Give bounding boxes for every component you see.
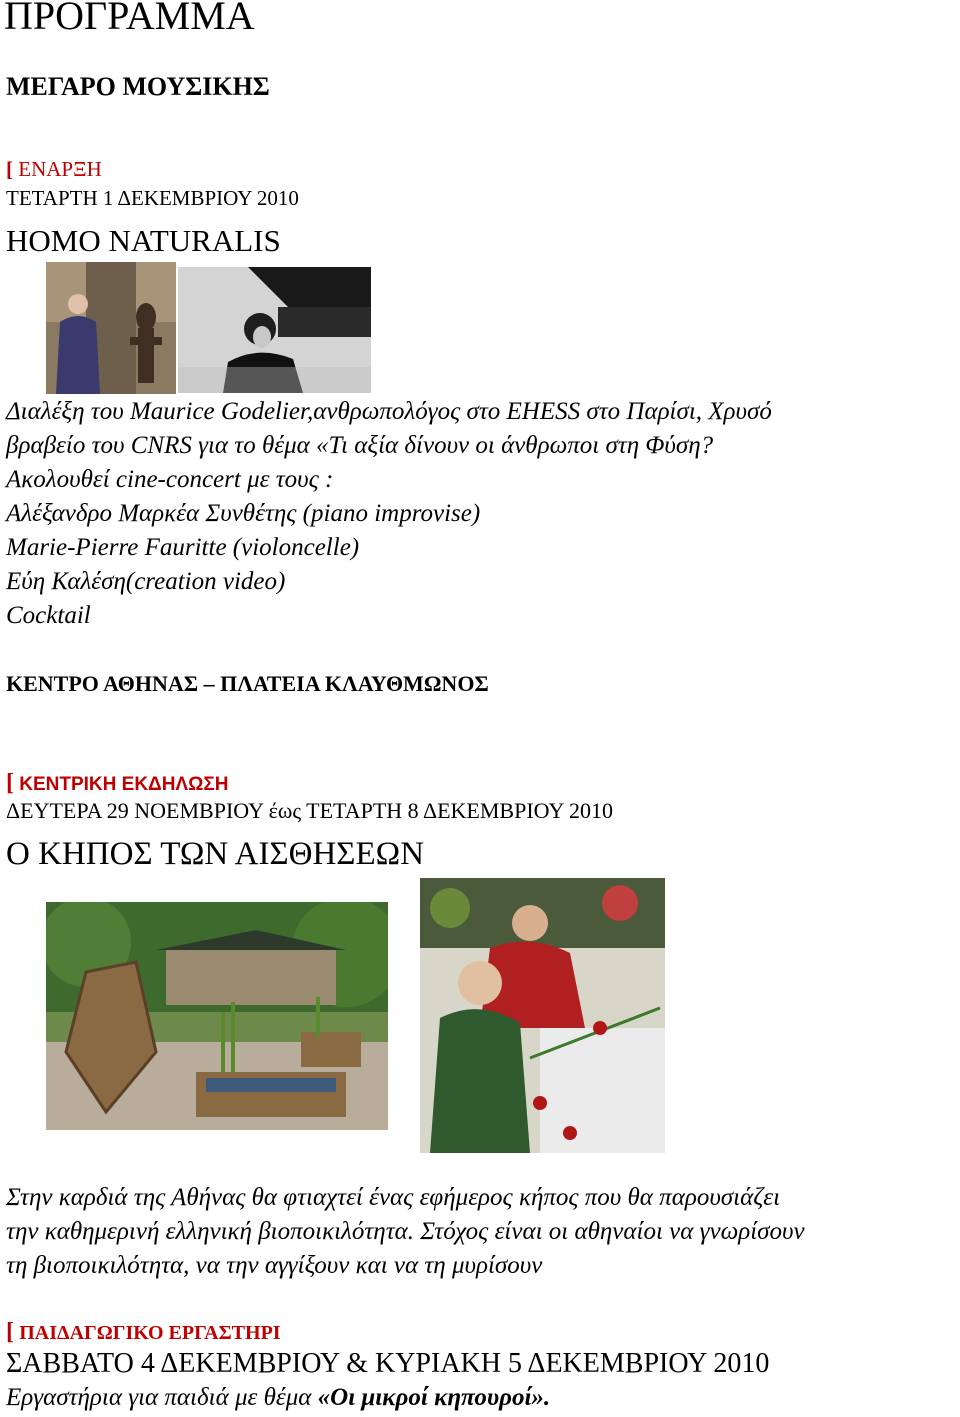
tag-label: ΠΑΙΔΑΓΩΓΙΚΟ ΕΡΓΑΣΤΗΡΙ bbox=[19, 1322, 281, 1344]
tag-bracket: [ bbox=[6, 1319, 14, 1345]
description-line: τη βιοποικιλότητα, να την αγγίξουν και να τη μυρίσουν bbox=[6, 1252, 543, 1279]
tag-label: ΕΝΑΡΞΗ bbox=[18, 157, 102, 181]
section-tag-workshop bbox=[6, 1319, 281, 1346]
photo-workshop bbox=[420, 878, 665, 1153]
page-title: ΠΡΟΓΡΑΜΜΑ bbox=[4, 0, 255, 38]
description-line: Εύη Καλέση(creation video) bbox=[6, 568, 286, 595]
workshop-description bbox=[6, 1384, 550, 1412]
tag-label: ΚΕΝΤΡΙΚΗ ΕΚΔΗΛΩΣΗ bbox=[19, 774, 229, 795]
event-heading: Ο ΚΗΠΟΣ ΤΩΝ ΑΙΣΘΗΣΕΩΝ bbox=[6, 836, 425, 872]
photo-lecturer bbox=[46, 262, 176, 394]
event-date: ΤΕΤΑΡΤΗ 1 ΔΕΚΕΜΒΡΙΟΥ 2010 bbox=[6, 186, 299, 210]
description-line: βραβείο του CNRS για το θέμα «Τι αξία δίνουν οι άνθρωποι στη Φύση? bbox=[6, 432, 714, 459]
event-date: ΣΑΒΒΑΤΟ 4 ΔΕΚΕΜΒΡΙΟΥ & ΚΥΡΙΑΚΗ 5 ΔΕΚΕΜΒΡΙΟΥ 2010 bbox=[6, 1348, 770, 1379]
section-tag-opening bbox=[6, 157, 102, 182]
tag-bracket: [ bbox=[6, 770, 14, 796]
event-heading: HOMO NATURALIS bbox=[6, 223, 281, 258]
event-date: ΔΕΥΤΕΡΑ 29 ΝΟΕΜΒΡΙΟΥ έως ΤΕΤΑΡΤΗ 8 ΔΕΚΕΜΒΡΙΟΥ 2010 bbox=[6, 798, 614, 823]
description-line: Marie-Pierre Fauritte (violoncelle) bbox=[6, 534, 360, 561]
photo-garden bbox=[46, 902, 388, 1130]
description-line: Cocktail bbox=[6, 602, 91, 629]
workshop-theme: «Οι μικροί κηπουροί». bbox=[317, 1384, 551, 1411]
description-line: Στην καρδιά της Αθήνας θα φτιαχτεί ένας εφήμερος κήπος που θα παρουσιάζει bbox=[6, 1184, 781, 1211]
description-line: την καθημερινή ελληνική βιοποικιλότητα. Στόχος είναι οι αθηναίοι να γνωρίσουν bbox=[6, 1218, 805, 1245]
description-line: Διαλέξη του Maurice Godelier,ανθρωπολόγος στο EHESS στο Παρίσι, Χρυσό bbox=[6, 398, 772, 425]
photo-pianist bbox=[178, 267, 371, 393]
workshop-description-text: Εργαστήρια για παιδιά με θέμα bbox=[6, 1384, 318, 1411]
venue: ΚΕΝΤΡΟ ΑΘΗΝΑΣ – ΠΛΑΤΕΙΑ ΚΛΑΥΘΜΩΝΟΣ bbox=[6, 671, 489, 696]
description-line: Αλέξανδρο Μαρκέα Συνθέτης (piano improvise) bbox=[6, 500, 481, 527]
section-tag-main-event bbox=[6, 770, 228, 797]
tag-bracket: [ bbox=[6, 157, 13, 181]
page-subtitle: ΜΕΓΑΡΟ ΜΟΥΣΙΚΗΣ bbox=[6, 72, 270, 101]
description-line: Ακολουθεί cine-concert με τους : bbox=[6, 466, 334, 493]
